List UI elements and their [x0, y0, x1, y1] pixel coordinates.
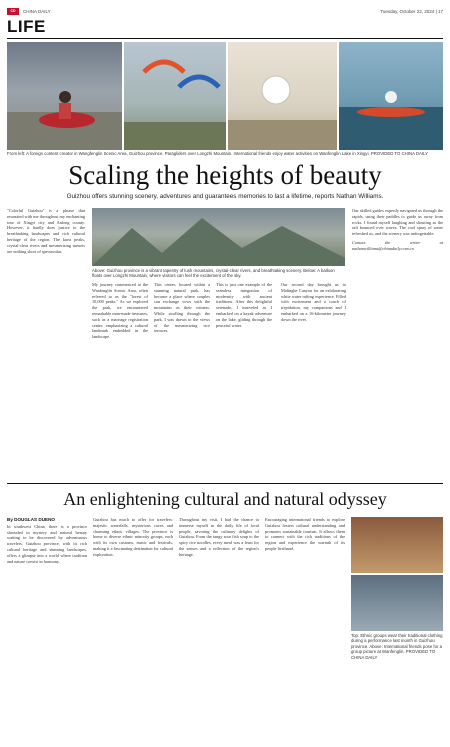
photo-paragliders — [124, 42, 226, 150]
bottom-photo-stack — [351, 517, 443, 631]
story-deck: Guizhou offers stunning scenery, adventures and guarantees memories to last a lifetime, reports Nathan Williams. — [66, 193, 384, 200]
article-column-3 — [154, 282, 210, 336]
photo-mountain-scenery — [92, 208, 345, 266]
photo-balloon — [228, 42, 337, 150]
paragraph: This center, located within a stunning natural park, has become a place where couples can exchange vows with the mountains as their witness. While strolling through the park, I was drawn to the views of the mesmerizing rice terraces. — [154, 282, 210, 334]
section-rule — [7, 38, 443, 39]
paragraph: In southwest China, there is a province shrouded in mystery and natural beauty waiting to be discovered by adventurous travelers. Guizhou province, with its rich cultural heritage and stunning landscapes, offers a glimpse into a world where tradition and nature coexist in harmony. — [7, 523, 87, 564]
paraglider-illustration — [124, 42, 226, 150]
byline: By DOUGLAS DUENO — [7, 517, 55, 522]
story-divider — [7, 483, 443, 484]
mid-photo-caption: Above: Guizhou province is a vibrant tapestry of lush mountains, crystal-clear rivers, and breathtaking scenery. Below: A balloon floats over Longzhi Mountain, where visitors can feel the excitement of the sky. — [92, 268, 335, 279]
page-header — [7, 6, 443, 16]
paragraph: My journey commenced at the Wanfenglin Scenic Area, often referred to as the "forest of 10,000 peaks." As we explored the park, we encountered remarkable man-made treasures, such as a marriage registration center, emphasizing a cultural landmark embedded in the landscape. — [92, 282, 148, 340]
paragraph: Our second day brought us to Malinghe Canyon for an exhilarating white water rafting experience. Filled with excitement and a touch of trepidation, my companions and I embarked on a 16-kilometer journey down the river. — [281, 282, 346, 322]
second-article-column-4 — [265, 517, 345, 554]
article-column-4 — [216, 282, 272, 330]
page-number: 17 — [437, 8, 443, 14]
photo-content-creator — [7, 42, 122, 150]
writer-contact: Contact the writer at nathanwilliams@chinadaily.com.cn — [352, 239, 443, 251]
bottom-photo-caption: Top: Ethnic groups wear their traditional clothing during a performance last month in Guizhou province. Above: International friends pose for a group picture at Wanfenglin. PROVIDED TO CHINA DAILY — [351, 633, 443, 660]
paragraph: Guizhou has much to offer for travelers: majestic waterfalls, mysterious caves and charming ethnic villages. The province is home to diverse ethnic minority groups, each with its own customs, music and festivals, making it a fascinating destination for cultural exploration. — [93, 517, 173, 557]
top-photo-caption: From left: A foreign content creator in Wangfenglin Scenic Area, Guizhou province. Paragliders over Longzhi Mountain. International friends enjoy water activities on Wanfenglin Lake in Xingyi. PROVIDED TO CHINA DAILY — [7, 151, 428, 156]
mountain-illustration — [92, 208, 345, 266]
main-headline: Scaling the heights of beauty — [68, 160, 382, 190]
kayak-illustration — [339, 42, 443, 150]
newspaper-logo-icon: CD — [7, 8, 19, 15]
section-title: LIFE — [7, 17, 46, 36]
article-column-5 — [281, 282, 346, 325]
second-headline: An enlightening cultural and natural odyssey — [63, 489, 387, 509]
second-article-column-3 — [179, 517, 259, 560]
article-column-2 — [92, 282, 148, 342]
paragraph: Encouraging international friends to explore Guizhou fosters cultural understanding and promotes sustainable tourism. It allows them to connect with the rich traditions of the region and experience the warmth of its people firsthand. — [265, 517, 345, 551]
article-column-1 — [7, 208, 85, 256]
second-article-column-1 — [7, 517, 87, 566]
page-date: Tuesday, October 22, 2024 — [380, 8, 435, 14]
second-article-column-2 — [93, 517, 173, 560]
photo-group-picture — [351, 575, 443, 631]
article-column-6 — [352, 208, 443, 254]
paragraph: "Colorful Guizhou" is a phrase that resonated with me throughout my enchanting tour of Xingyi city and Anlong county. However, it hardly does justice to the breathtaking landscapes and rich cultural heritage of the region. The karst peaks, crystal-clear rivers and mesmerizing sunsets are nothing short of spectacular. — [7, 208, 85, 254]
paragraph: Our skilled guides expertly navigated us through the rapids, using their paddles to guide us away from rocks. I found myself laughing and shouting as the raft bounced over waves. The cool spray of water refreshed us, and the scenery was unforgettable. — [352, 208, 443, 237]
paragraph: Throughout my visit, I had the chance to immerse myself in the daily life of local people, savoring the culinary delights of Guizhou. From the tangy sour fish soup to the spicy rice noodles, every meal was a feast for the senses and a reflection of the region's heritage. — [179, 517, 259, 557]
photo-kayak — [339, 42, 443, 150]
paragraph: This is just one example of the seamless integration of modernity with ancient traditions. After this delightful serenade, I marveled as I embarked on a kayak adventure on the lake, gliding through the peaceful water. — [216, 282, 272, 328]
balloon-illustration — [228, 42, 337, 150]
brand — [7, 8, 51, 15]
page-meta: Tuesday, October 22, 2024 | 17 — [380, 8, 443, 14]
top-photo-strip — [7, 42, 443, 150]
brand-name: CHINA DAILY — [23, 8, 51, 14]
photo-ethnic-performance — [351, 517, 443, 573]
content-creator-illustration — [7, 42, 122, 150]
